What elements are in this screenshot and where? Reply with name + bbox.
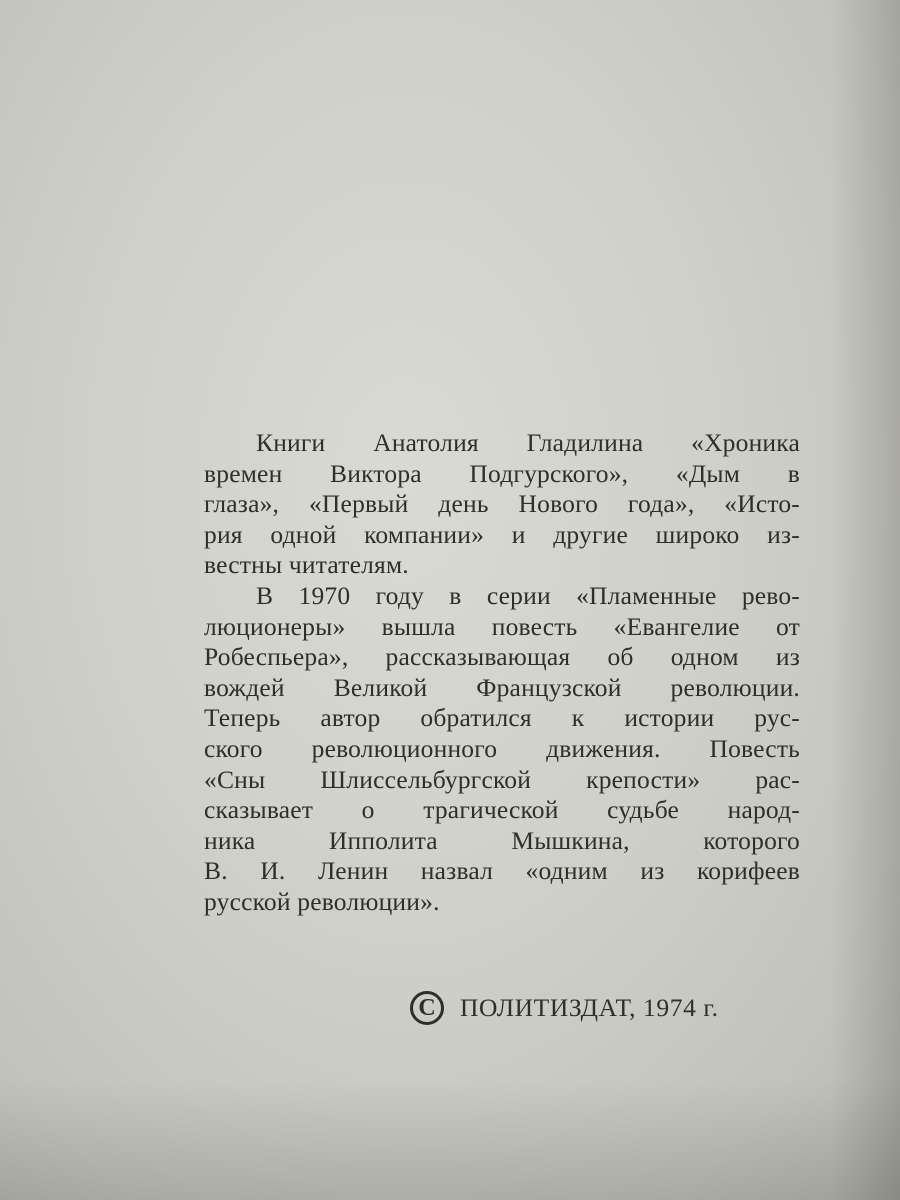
annotation-paragraph-2 [204,581,800,918]
text-line: русской революции». [204,886,440,916]
text-line: Книги Анатолия Гладилина «Хроника [256,428,800,457]
text-line: «Сны Шлиссельбургской крепости» рас- [204,764,800,794]
text-line: вождей Великой Французской революции. [204,672,800,702]
page-edge-shadow [830,0,900,1200]
text-line: ского революционного движения. Повесть [204,733,800,763]
text-line: глаза», «Первый день Нового года», «Исто- [204,489,800,519]
text-line: В 1970 году в серии «Пламенные рево- [256,580,800,610]
text-line: вестны читателям. [204,550,409,580]
book-annotation [204,428,800,918]
publisher-line: ПОЛИТИЗДАТ, 1974 г. [460,993,719,1022]
text-line: ника Ипполита Мышкина, которого [204,825,800,855]
page-bottom-shadow [0,1080,900,1200]
text-line: Теперь автор обратился к истории рус- [204,703,800,733]
text-line: люционеры» вышла повесть «Евангелие от [204,611,800,641]
text-line: рия одной компании» и другие широко из- [204,519,800,549]
publisher-imprint [410,988,800,1028]
text-line: В. И. Ленин назвал «одним из корифеев [204,856,800,886]
copyright-icon: C [410,991,444,1025]
text-line: сказывает о трагической судьбе народ- [204,795,800,825]
annotation-paragraph-1 [204,428,800,581]
text-line: Робеспьера», рассказывающая об одном из [204,642,800,672]
text-line: времен Виктора Подгурского», «Дым в [204,458,800,488]
